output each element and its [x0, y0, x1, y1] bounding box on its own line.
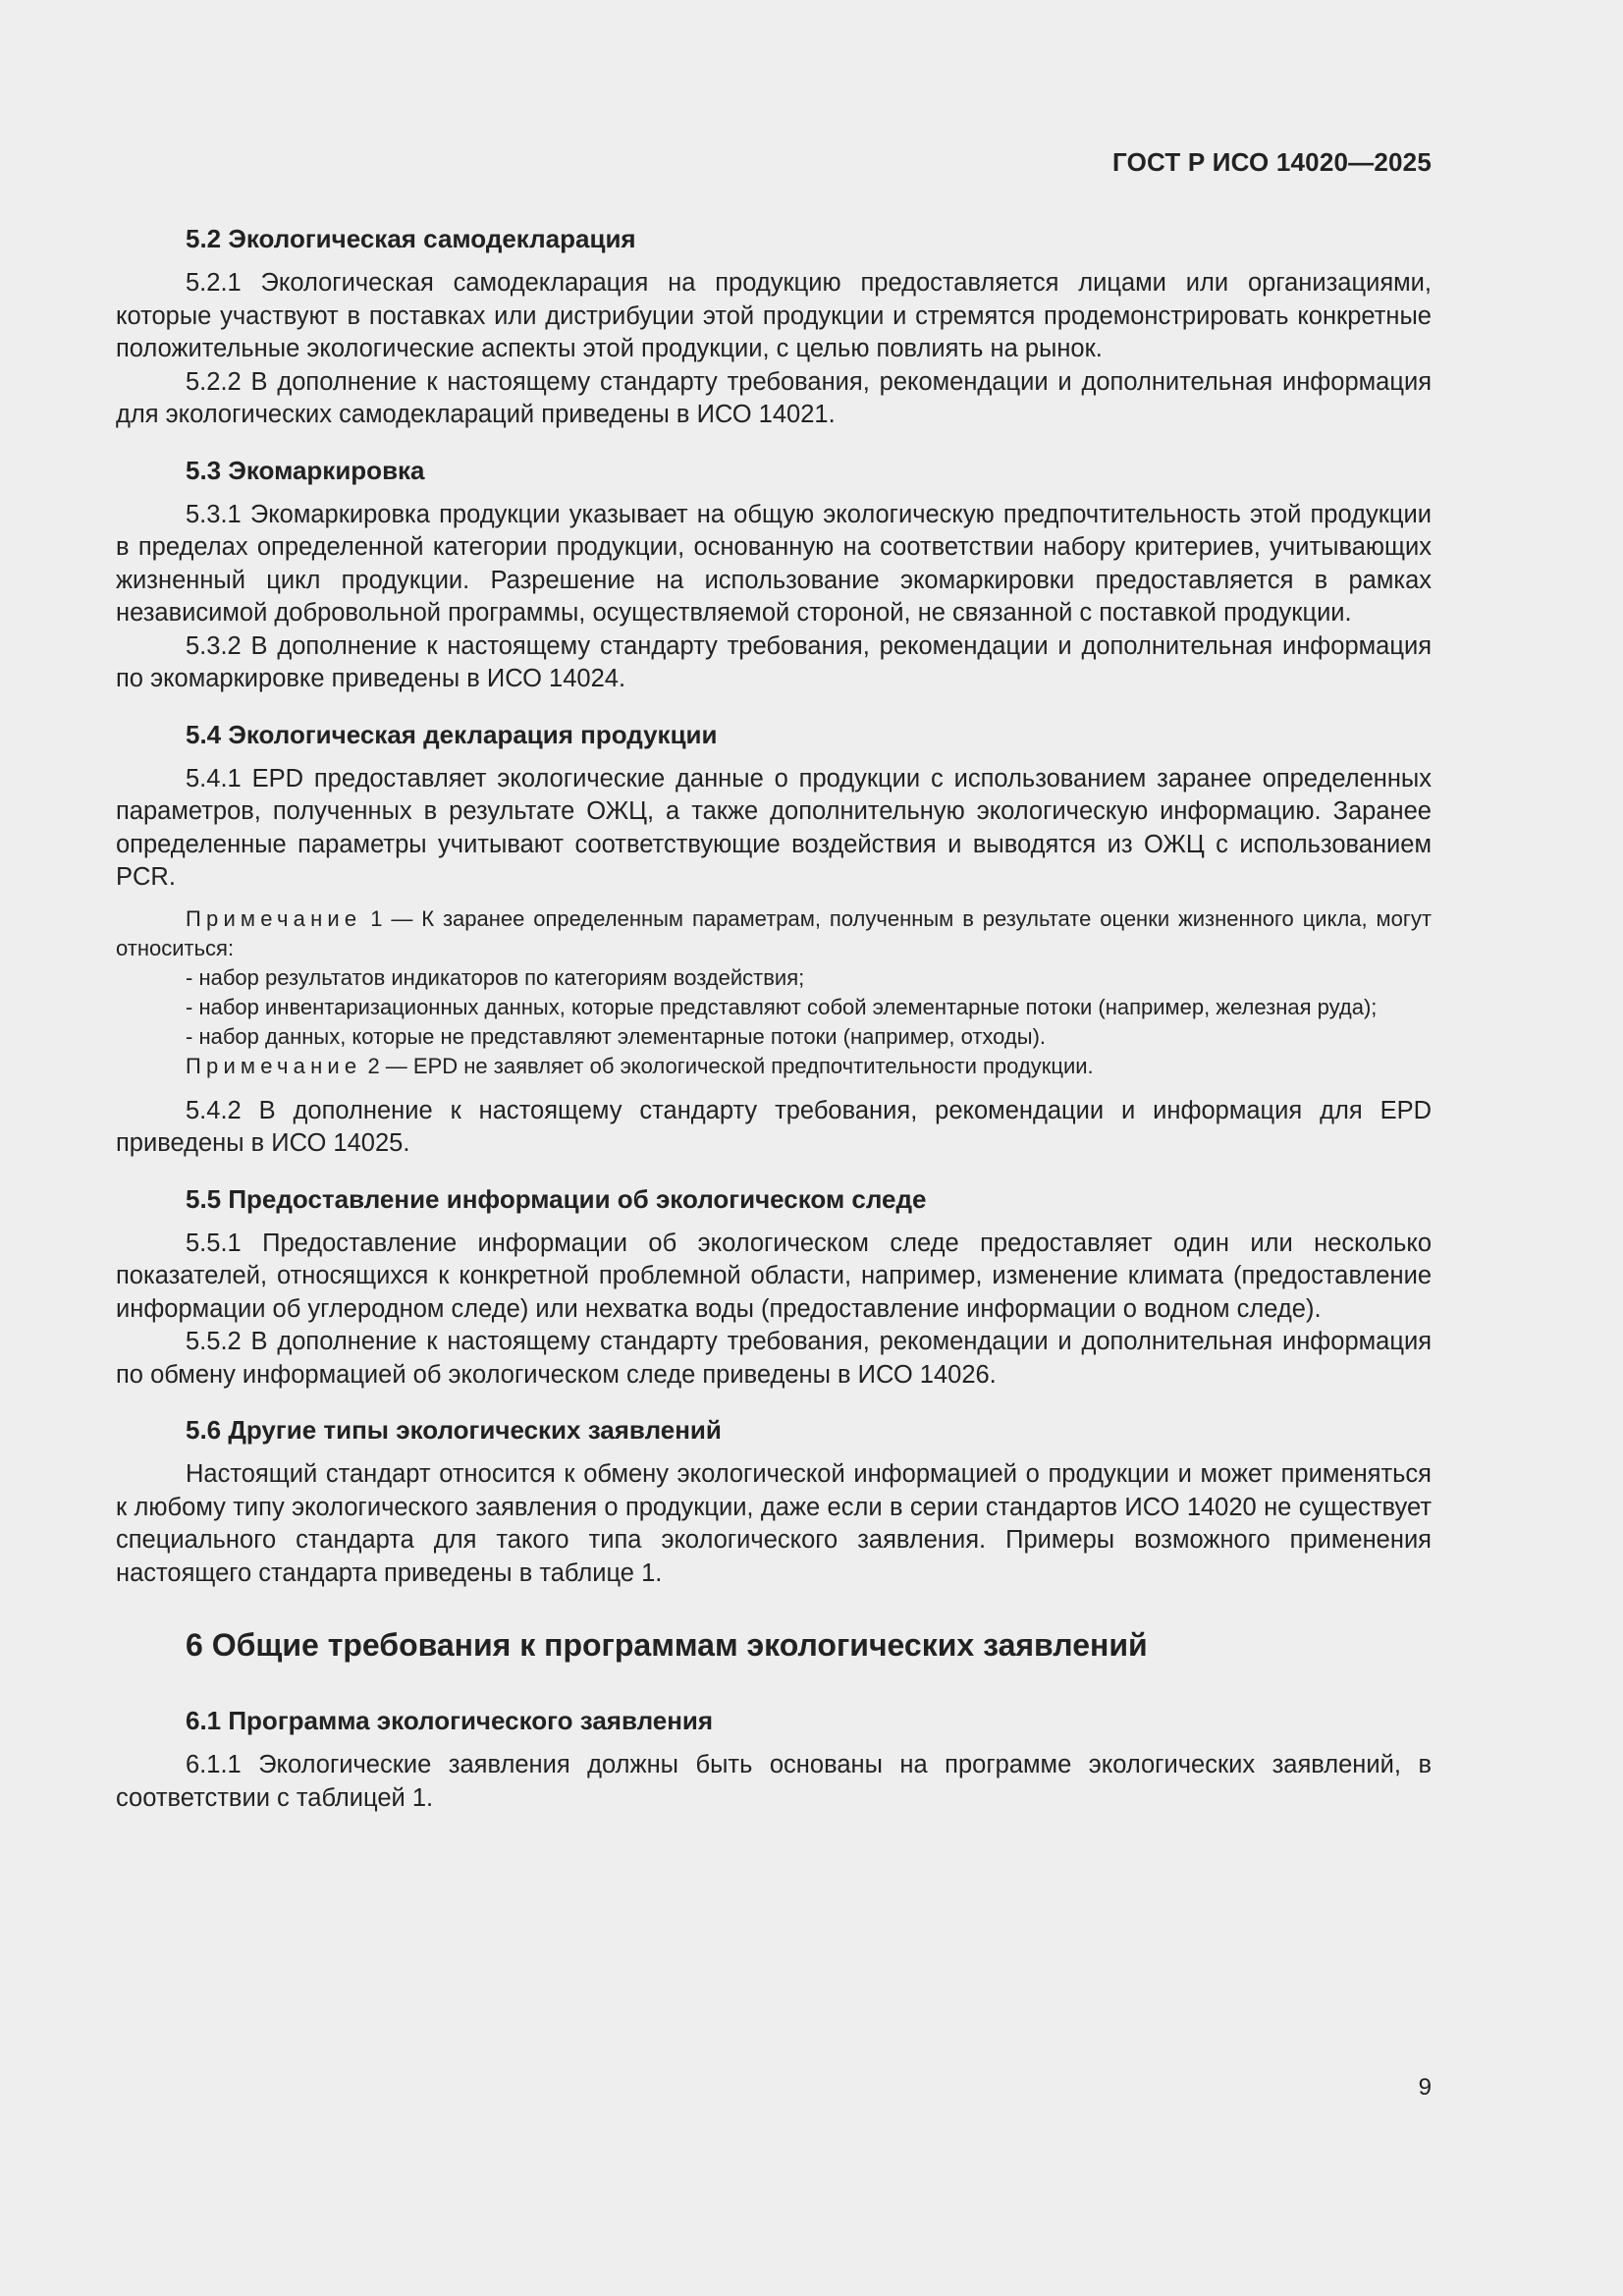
paragraph-5-6: Настоящий стандарт относится к обмену экологической информацией о продукции и может применяться к любому типу экологического заявления о продукции, даже если в серии стандартов ИСО 14020 не существует специального стандарта для такого типа экологического заявления. Примеры возможного применения настоящего стандарта приведены в таблице 1. — [116, 1460, 1432, 1587]
paragraph-5-5-1: 5.5.1 Предоставление информации об экологическом следе предоставляет один или несколько показателей, относящихся к конкретной проблемной области, например, изменение климата (предоставление информации об углеродном следе) или нехватка воды (предоставление информации о водном следе). — [116, 1229, 1432, 1323]
paragraph-5-5-2: 5.5.2 В дополнение к настоящему стандарту требования, рекомендации и дополнительная информация по обмену информацией об экологическом следе приведены в ИСО 14026. — [116, 1328, 1432, 1389]
heading-5-6: 5.6 Другие типы экологических заявлений — [186, 1415, 722, 1445]
paragraph-5-2-2: 5.2.2 В дополнение к настоящему стандарту требования, рекомендации и дополнительная информация для экологических самодеклараций приведены в ИСО 14021. — [116, 367, 1432, 428]
note-1-item: - набор инвентаризационных данных, которые представляют собой элементарные потоки (например, железная руда); — [186, 994, 1378, 1019]
note-1-text: 1 — К заранее определенным параметрам, полученным в результате оценки жизненного цикла, могут относиться: — [116, 905, 1432, 960]
note-2-text: 2 — EPD не заявляет об экологической предпочтительности продукции. — [361, 1053, 1094, 1078]
paragraph-5-3-2: 5.3.2 В дополнение к настоящему стандарту требования, рекомендации и дополнительная информация по экомаркировке приведены в ИСО 14024. — [116, 631, 1432, 692]
note-1-list — [116, 963, 1432, 1052]
note-1 — [116, 904, 1432, 963]
heading-5-2: 5.2 Экологическая самодекларация — [186, 224, 636, 253]
note-2-label: Примечание — [186, 1053, 362, 1078]
note-2 — [116, 1052, 1432, 1081]
page-number: 9 — [1418, 2074, 1432, 2101]
notes-5-4 — [116, 904, 1432, 1081]
heading-5-5: 5.5 Предоставление информации об экологическом следе — [186, 1183, 927, 1214]
note-1-label: Примечание — [186, 905, 362, 931]
heading-6-1: 6.1 Программа экологического заявления — [186, 1706, 714, 1735]
paragraph-5-3-1: 5.3.1 Экомаркировка продукции указывает на общую экологическую предпочтительность этой продукции в пределах определенной категории продукции, основанную на соответствии набору критериев, учитывающих жизненный цикл продукции. Разрешение на использование экомаркировки предоставляется в рамках независимой добровольной программы, осуществляемой стороной, не связанной с поставкой продукции. — [116, 500, 1432, 627]
note-1-item: - набор данных, которые не представляют элементарные потоки (например, отходы). — [186, 1023, 1047, 1049]
standard-header: ГОСТ Р ИСО 14020—2025 — [1111, 147, 1432, 177]
paragraph-5-4-2: 5.4.2 В дополнение к настоящему стандарту требования, рекомендации и информация для EPD приведены в ИСО 14025. — [116, 1096, 1432, 1157]
paragraph-6-1-1: 6.1.1 Экологические заявления должны быть основаны на программе экологических заявлений, в соответствии с таблицей 1. — [116, 1751, 1432, 1812]
paragraph-5-4-1: 5.4.1 EPD предоставляет экологические данные о продукции с использованием заранее определенных параметров, полученных в результате ОЖЦ, а также дополнительную экологическую информацию. Заранее определенные параметры учитывают соответствующие воздействия и выводятся из ОЖЦ с использованием PCR. — [116, 764, 1432, 891]
heading-6: 6 Общие требования к программам экологических заявлений — [186, 1627, 1148, 1663]
document-body — [116, 222, 1432, 1815]
heading-5-3: 5.3 Экомаркировка — [186, 455, 425, 485]
heading-5-4: 5.4 Экологическая декларация продукции — [186, 719, 718, 749]
note-1-item: - набор результатов индикаторов по категориям воздействия; — [186, 964, 805, 990]
paragraph-5-2-1: 5.2.1 Экологическая самодекларация на продукцию предоставляется лицами или организациями, которые участвуют в поставках или дистрибуции этой продукции и стремятся продемонстрировать конкретные положительные экологические аспекты этой продукции, с целью повлиять на рынок. — [116, 269, 1432, 362]
